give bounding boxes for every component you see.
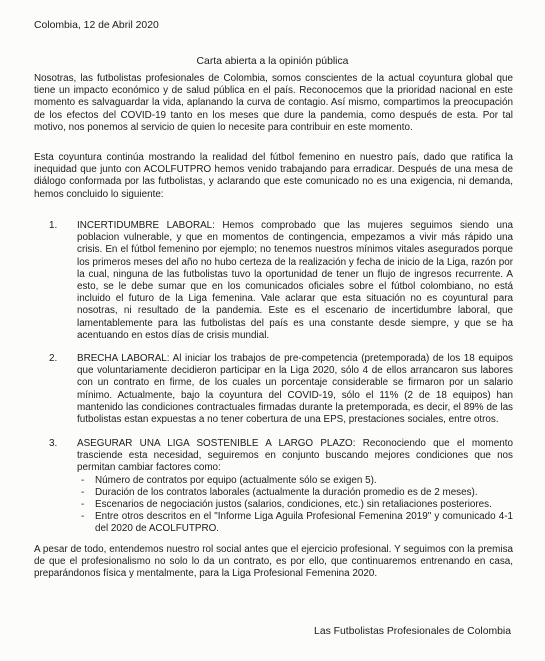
- sub-list-item-text: Número de contratos por equipo (actualmente sólo se exigen 5).: [95, 474, 377, 486]
- list-item-text: BRECHA LABORAL: Al iniciar los trabajos de pre-competencia (pretemporada) de los 18 equipos que voluntariamente decidieron participar en la Liga 2020, sólo 4 de ellos arrancaron sus labores con un contrato en firme, de los cuales un porcentaje considerable se firmaron por un salario mínimo. Actualmente, bajo la coyuntura del COVID-19, sólo el 11% (2 de 18 equipos) han mantenido las condiciones contractuales firmadas durante la pretemporada, es decir, el 89% de las futbolistas estan expuestas a no tener cobertura de una EPS, prestaciones sociales, entre otros.: [77, 353, 513, 426]
- list-item-text: ASEGURAR UNA LIGA SOSTENIBLE A LARGO PLAZO: Reconociendo que el momento trasciende esta necesidad, seguiremos en conjunto buscando mejores condiciones que nos permitan cambiar factores como:: [77, 438, 513, 474]
- list-item-number: 1.: [49, 220, 58, 231]
- sub-list-item-text: Escenarios de negociación justos (salarios, condiciones, etc.) sin retaliaciones posteriores.: [95, 499, 492, 511]
- dash-bullet: -: [81, 486, 85, 498]
- sub-list-item: [77, 487, 513, 499]
- sub-list-item-text: Entre otros descritos en el "Informe Liga Aguila Profesional Femenina 2019" y comunicado 4-1 del 2020 de ACOLFUTPRO.: [95, 511, 513, 535]
- list-item: [34, 220, 513, 342]
- sub-list-item: [77, 511, 513, 535]
- sub-list: [77, 475, 513, 536]
- list-item-text: INCERTIDUMBRE LABORAL: Hemos comprobado que las mujeres seguimos siendo una poblacion vulnerable, y que en momentos de contingencia, empezamos a vivir más rápido una crisis. En el fútbol femenino por ejemplo; no tenemos nuestros mínimos vitales asegurados porque los primeros meses del año no hubo certeza de la realización y fecha de inicio de la Liga, razón por la cual, ninguna de las futbolistas tuvo la oportunidad de tener un flujo de ingresos recurrente. A esto, se le debe sumar que en los comunicados oficiales sobre el fútbol colombiano, no está incluido el futuro de la Liga femenina. Vale aclarar que esta situación no es coyuntural para nosotras, ni resultado de la pandemia. Este es el escenario de incertidumbre laboral, que lamentablemente para las futbolistas del país es una constante desde siempre, y que se ha acentuando en estos días de crisis mundial.: [77, 220, 513, 341]
- list-item-number: 2.: [49, 353, 58, 364]
- signature: Las Futbolistas Profesionales de Colombia: [314, 626, 511, 637]
- letter-title: Carta abierta a la opinión pública: [196, 56, 349, 67]
- list-item: [34, 438, 513, 536]
- letter-date: Colombia, 12 de Abril 2020: [34, 20, 159, 31]
- list-item: [34, 353, 513, 426]
- sub-list-item: [77, 475, 513, 487]
- context-paragraph: Esta coyuntura continúa mostrando la realidad del fútbol femenino en nuestro país, dado que ratifica la inequidad que junto con ACOLFUTPRO hemos venido trabajando para erradicar. Después de una mesa de diálogo conformada por las futbolistas, y aclarando que este comunicado no es una exigencia, ni demanda, hemos concluido lo siguiente:: [34, 152, 513, 200]
- dash-bullet: -: [81, 474, 85, 486]
- list-item-body: [77, 438, 513, 536]
- closing-paragraph: A pesar de todo, entendemos nuestro rol social antes que el ejercicio profesional. Y seguimos con la premisa de que el profesionalismo no solo lo da un contrato, es por ello, que continuaremos entrenando en casa, preparándonos física y mentalmente, para la Liga Profesional Femenina 2020.: [34, 544, 513, 580]
- sub-list-item: [77, 499, 513, 511]
- intro-paragraph: Nosotras, las futbolistas profesionales de Colombia, somos conscientes de la actual coyuntura global que tiene un impacto económico y de salud pública en el país. Reconocemos que la prioridad nacional en este momento es salvaguardar la vida, aplanando la curva de contagio. Así mismo, compartimos la preocupación de los efectos del COVID-19 tanto en los meses que dure la pandemia, como después de esta. Por tal motivo, nos ponemos al servicio de quien lo necesite para contribuir en este momento.: [34, 73, 513, 133]
- dash-bullet: -: [81, 499, 85, 511]
- sub-list-item-text: Duración de los contratos laborales (actualmente la duración promedio es de 2 meses).: [95, 486, 478, 498]
- list-item-number: 3.: [49, 438, 58, 449]
- dash-bullet: -: [81, 511, 85, 523]
